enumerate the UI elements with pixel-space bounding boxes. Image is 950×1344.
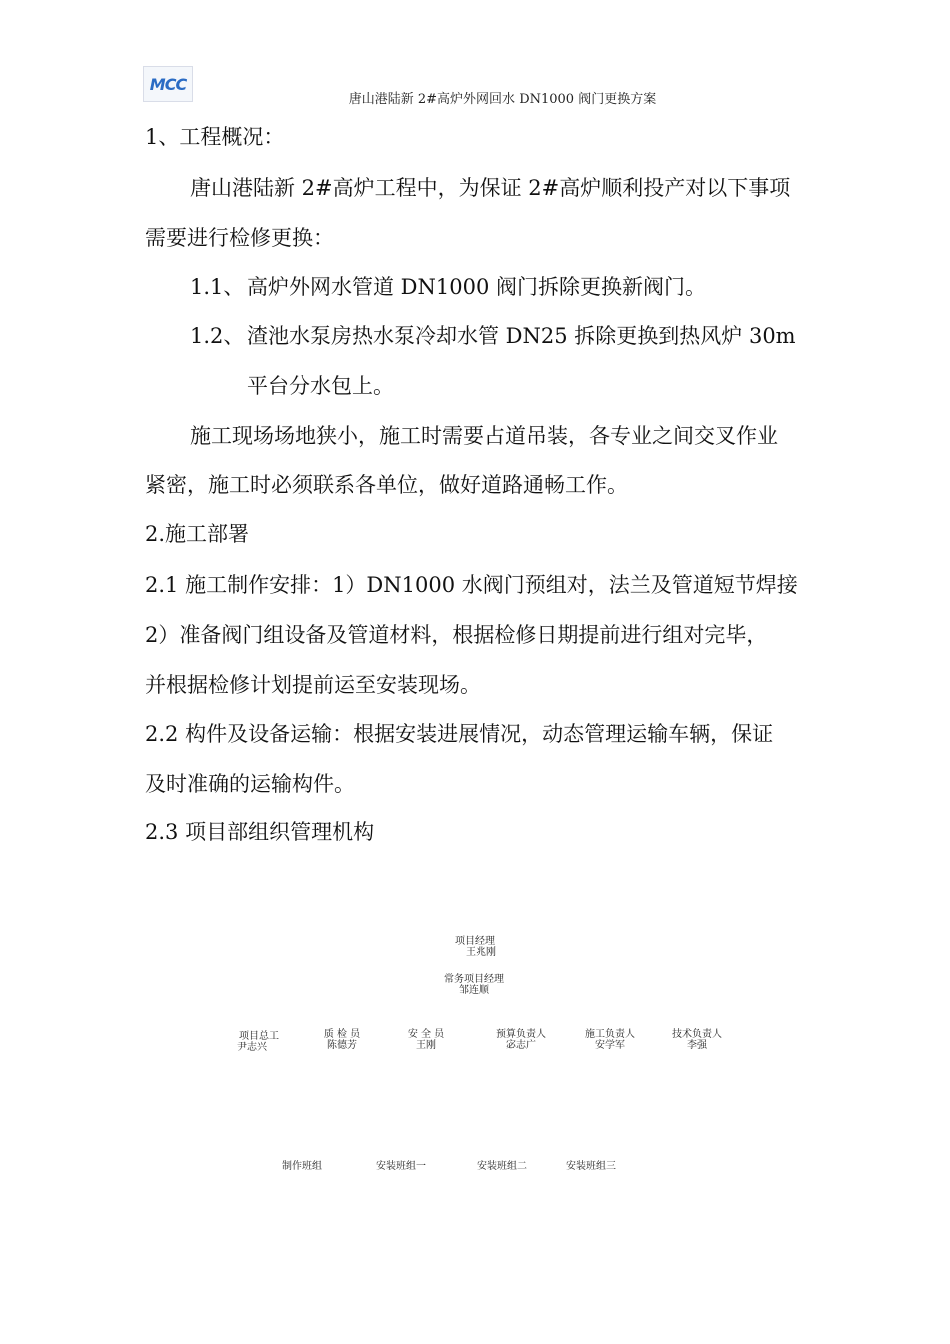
org-role-name: 宓志广	[506, 1040, 536, 1051]
org-team-installation-2: 安装班组二	[477, 1161, 527, 1172]
section23-heading: 2.3 项目部组织管理机构	[145, 820, 375, 844]
org-deputy-manager	[433, 974, 515, 996]
section2-heading: 2.施工部署	[145, 522, 250, 546]
paragraph2-line2: 紧密，施工时必须联系各单位，做好道路通畅工作。	[145, 473, 628, 497]
org-role-name: 陈德芳	[327, 1040, 357, 1051]
document-header-title: 唐山港陆新 2#高炉外网回水 DN1000 阀门更换方案	[348, 92, 657, 107]
section22-line2: 及时准确的运输构件。	[145, 772, 355, 796]
org-role-construction-lead	[577, 1029, 643, 1051]
org-role-budget-lead	[488, 1029, 554, 1051]
section22-line1: 2.2 构件及设备运输：根据安装进展情况，动态管理运输车辆，保证	[145, 722, 774, 746]
item2-number: 1.2、	[190, 324, 245, 348]
org-role-quality-inspector	[309, 1029, 375, 1051]
org-team-installation-3: 安装班组三	[566, 1161, 616, 1172]
org-role-name: 王刚	[416, 1040, 436, 1051]
org-deputy-manager-name: 邹连顺	[459, 985, 489, 996]
logo-text: MCC	[149, 74, 187, 94]
org-role-safety-officer	[393, 1029, 459, 1051]
org-role-title: 项目总工	[239, 1031, 279, 1042]
section1-heading: 1、工程概况：	[145, 125, 285, 149]
section21-line3: 并根据检修计划提前运至安装现场。	[145, 673, 481, 697]
org-role-title: 质 检 员	[323, 1029, 361, 1040]
paragraph1-line1: 唐山港陆新 2#高炉工程中，为保证 2#高炉顺利投产对以下事项	[190, 176, 791, 200]
item1-text: 高炉外网水管道 DN1000 阀门拆除更换新阀门。	[247, 275, 707, 299]
org-role-name: 尹志兴	[237, 1042, 267, 1053]
paragraph2-line1: 施工现场场地狭小，施工时需要占道吊装，各专业之间交叉作业	[190, 424, 778, 448]
org-role-title: 施工负责人	[585, 1029, 635, 1040]
org-role-name: 安学军	[595, 1040, 625, 1051]
section21-line2: 2）准备阀门组设备及管道材料，根据检修日期提前进行组对完毕，	[145, 623, 768, 647]
org-deputy-manager-title: 常务项目经理	[444, 974, 504, 985]
org-role-title: 技术负责人	[672, 1029, 722, 1040]
org-project-manager-title: 项目经理	[455, 936, 495, 947]
org-role-technical-lead	[664, 1029, 730, 1051]
org-role-chief-engineer	[226, 1031, 292, 1053]
item2-line2: 平台分水包上。	[247, 374, 394, 398]
item1-number: 1.1、	[190, 275, 245, 299]
org-project-manager-name: 王兆刚	[466, 947, 496, 958]
paragraph1-line2: 需要进行检修更换：	[145, 226, 334, 250]
org-team-fabrication: 制作班组	[282, 1161, 322, 1172]
org-role-title: 预算负责人	[496, 1029, 546, 1040]
org-project-manager	[440, 936, 510, 958]
org-role-name: 李强	[687, 1040, 707, 1051]
item2-line1: 渣池水泵房热水泵冷却水管 DN25 拆除更换到热风炉 30m	[247, 324, 796, 348]
org-role-title: 安 全 员	[407, 1029, 445, 1040]
section21-line1: 2.1 施工制作安排：1）DN1000 水阀门预组对，法兰及管道短节焊接	[145, 573, 798, 597]
org-team-installation-1: 安装班组一	[376, 1161, 426, 1172]
